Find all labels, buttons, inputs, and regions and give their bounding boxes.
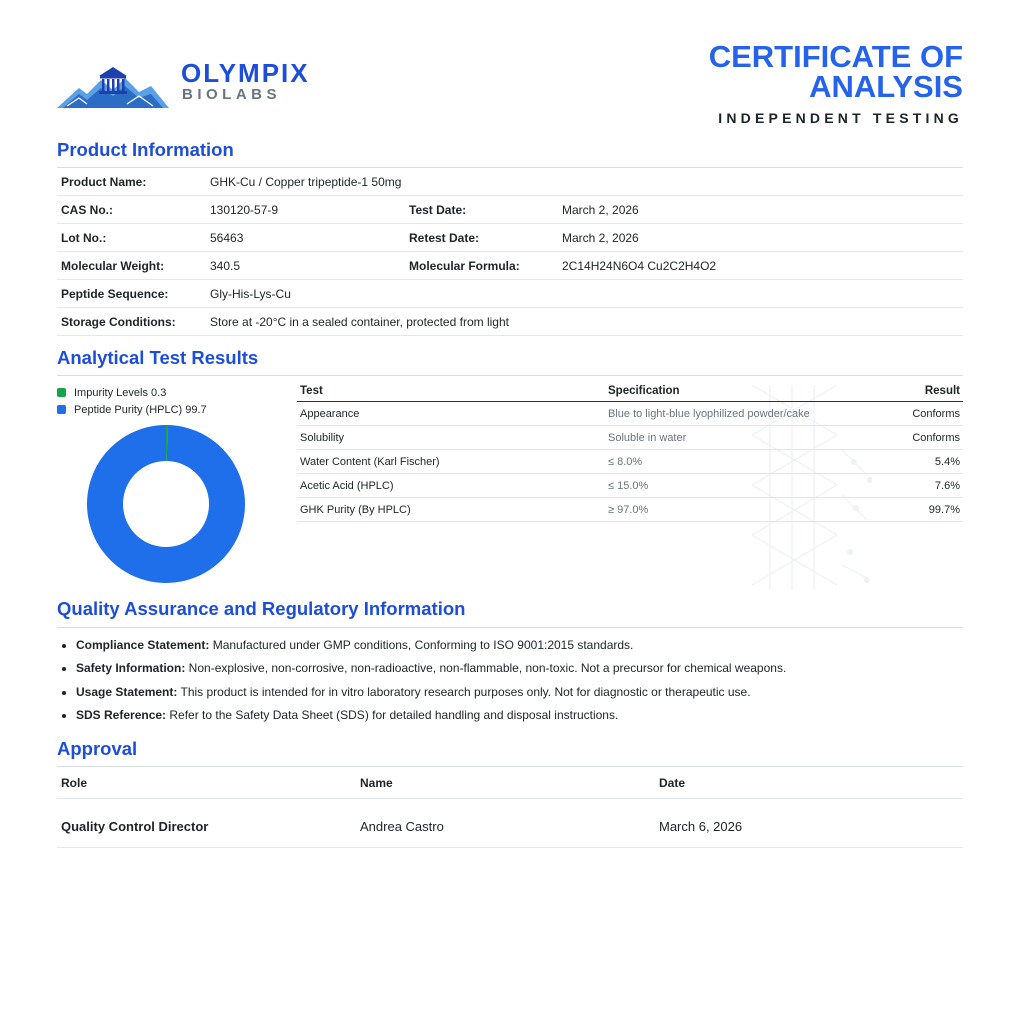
certificate-title: CERTIFICATE OF ANALYSIS (708, 39, 963, 104)
product-name-value: GHK-Cu / Copper tripeptide-1 50mg (206, 168, 963, 196)
storage-value: Store at -20°C in a sealed container, protected from light (206, 308, 963, 336)
approval-heading: Approval (57, 738, 138, 759)
test-cell: Acetic Acid (HPLC) (297, 474, 605, 498)
column-header-name: Name (356, 767, 655, 799)
divider (57, 375, 963, 376)
test-date-value: March 2, 2026 (558, 196, 963, 224)
legend-swatch-purity (57, 405, 66, 414)
donut-slice-purity (87, 425, 245, 583)
qa-item-text: Refer to the Safety Data Sheet (SDS) for detailed handling and disposal instructions. (166, 707, 619, 722)
purity-donut-chart (86, 424, 246, 584)
table-header-row (57, 767, 963, 799)
qa-item-label: Safety Information: (76, 661, 186, 676)
table-row (57, 280, 963, 308)
table-row (57, 196, 963, 224)
results-heading: Analytical Test Results (57, 347, 259, 368)
cas-value: 130120-57-9 (206, 196, 405, 224)
storage-label: Storage Conditions: (57, 308, 206, 336)
result-cell: 5.4% (835, 450, 963, 474)
qa-item-text: This product is intended for in vitro laboratory research purposes only. Not for diagnostic or therapeutic use. (177, 684, 751, 699)
column-header-result: Result (835, 380, 963, 402)
table-row (57, 799, 963, 848)
certificate-subtitle: INDEPENDENT TESTING (718, 110, 963, 126)
qa-item-label: Usage Statement: (76, 684, 178, 699)
table-row (57, 308, 963, 336)
approval-role: Quality Control Director (57, 799, 356, 848)
list-item (76, 706, 982, 729)
result-cell: 7.6% (835, 474, 963, 498)
test-cell: Water Content (Karl Fischer) (297, 450, 605, 474)
test-cell: Appearance (297, 402, 605, 426)
qa-heading: Quality Assurance and Regulatory Information (57, 598, 466, 619)
result-cell: Conforms (835, 426, 963, 450)
results-table (297, 380, 963, 522)
table-row (297, 474, 963, 498)
qa-list (57, 636, 982, 729)
molecular-weight-value: 340.5 (206, 252, 405, 280)
test-cell: GHK Purity (By HPLC) (297, 498, 605, 522)
specification-cell: Soluble in water (605, 426, 835, 450)
product-info-table (57, 168, 963, 336)
specification-cell: ≤ 8.0% (605, 450, 835, 474)
specification-cell: ≥ 97.0% (605, 498, 835, 522)
legend-item (57, 401, 207, 418)
retest-date-value: March 2, 2026 (558, 224, 963, 252)
test-date-label: Test Date: (405, 196, 558, 224)
lot-label: Lot No.: (57, 224, 206, 252)
list-item (76, 683, 982, 706)
column-header-date: Date (655, 767, 963, 799)
divider (57, 627, 963, 628)
approval-date: March 6, 2026 (655, 799, 963, 848)
table-row (297, 426, 963, 450)
legend-label-impurity: Impurity Levels 0.3 (74, 386, 167, 399)
product-name-label: Product Name: (57, 168, 206, 196)
molecular-formula-value: 2C14H24N6O4 Cu2C2H4O2 (558, 252, 963, 280)
qa-item-label: Compliance Statement: (76, 638, 210, 652)
brand-logo (57, 58, 317, 114)
column-header-specification: Specification (605, 380, 835, 402)
approval-name: Andrea Castro (356, 799, 655, 848)
table-row (297, 498, 963, 522)
certificate-header (703, 39, 963, 126)
list-item (76, 636, 982, 659)
legend-label-purity: Peptide Purity (HPLC) 99.7 (74, 403, 207, 416)
specification-cell: Blue to light-blue lyophilized powder/cake (605, 402, 835, 426)
qa-item-text: Non-explosive, non-corrosive, non-radioactive, non-flammable, non-toxic. Not a precursor for chemical weapons. (185, 661, 787, 676)
brand-name: OLYMPIX (181, 58, 310, 88)
cas-label: CAS No.: (57, 196, 206, 224)
table-row (297, 450, 963, 474)
chart-legend (57, 384, 207, 418)
table-row (57, 168, 963, 196)
table-header-row (297, 380, 963, 402)
qa-item-label: SDS Reference: (76, 707, 167, 722)
table-row (57, 252, 963, 280)
result-cell: 99.7% (835, 498, 963, 522)
product-info-heading: Product Information (57, 139, 234, 160)
mountain-temple-logo-icon (57, 62, 169, 112)
lot-value: 56463 (206, 224, 405, 252)
peptide-sequence-value: Gly-His-Lys-Cu (206, 280, 963, 308)
molecular-weight-label: Molecular Weight: (57, 252, 206, 280)
list-item (76, 659, 982, 682)
table-row (297, 402, 963, 426)
legend-swatch-impurity (57, 388, 66, 397)
approval-table (57, 767, 963, 848)
column-header-test: Test (297, 380, 605, 402)
column-header-role: Role (57, 767, 356, 799)
molecular-formula-label: Molecular Formula: (405, 252, 558, 280)
test-cell: Solubility (297, 426, 605, 450)
brand-subtitle: BIOLABS (182, 86, 281, 103)
table-row (57, 224, 963, 252)
result-cell: Conforms (835, 402, 963, 426)
qa-item-text: Manufactured under GMP conditions, Conforming to ISO 9001:2015 standards. (209, 638, 634, 652)
retest-date-label: Retest Date: (405, 224, 558, 252)
specification-cell: ≤ 15.0% (605, 474, 835, 498)
peptide-sequence-label: Peptide Sequence: (57, 280, 206, 308)
legend-item (57, 384, 207, 401)
